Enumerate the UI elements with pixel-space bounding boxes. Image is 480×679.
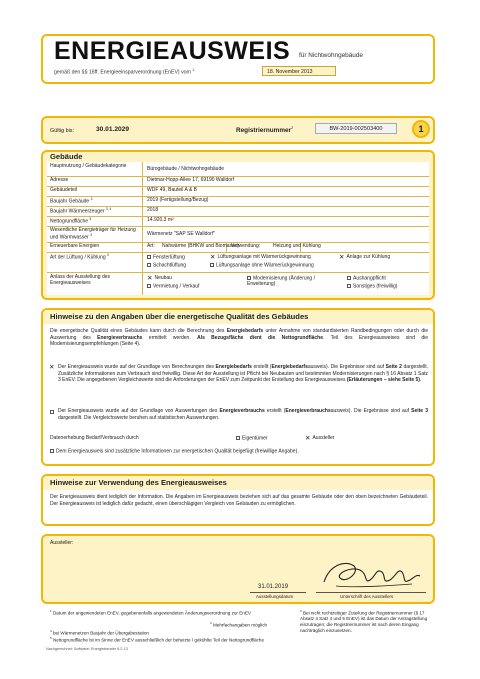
renewable-use-value: Heizung und Kühlung (273, 243, 321, 249)
option-verbrauch-checkbox-icon[interactable] (50, 410, 54, 414)
registration-label (236, 126, 293, 134)
valid-until-date: 30.01.2029 (96, 126, 130, 133)
vent-fenster-label: Fensterlüftung (153, 254, 185, 261)
nettogrundflaeche-footnote-mark: 5 (89, 217, 92, 221)
occasion-aushang[interactable] (347, 276, 386, 282)
zusatzinfo-option[interactable] (50, 449, 299, 455)
lueftung-footnote-mark: 3 (106, 253, 109, 257)
row-value-hauptnutzung: Bürogebäude / Nichtwohngebäude (147, 166, 225, 172)
aussteller-label: Aussteller (312, 435, 335, 441)
row-value-adresse: Dietmar-Hopp-Allee 17, 69190 Walldorf (147, 177, 235, 183)
registration-number: BW-2019-002503400 (315, 123, 397, 134)
checkbox-icon[interactable] (147, 284, 151, 288)
datenerhebung-eigentuemer[interactable] (236, 436, 268, 442)
renewable-art-value: Nahwärme (BHKW und Biomasse) (162, 243, 239, 249)
hinweise-verwendung-title: Hinweise zur Verwendung des Energieausweises (50, 478, 227, 487)
footnote-mark: 1 (192, 68, 195, 72)
footnote-5 (50, 637, 390, 643)
vent-wrg-label: Lüftungsanlage mit Wärmerückgewinnung (217, 254, 311, 260)
vent-option-fenster[interactable] (147, 255, 185, 261)
footnote-5-text: Nettogrundfläche ist im Sinne der EnEV ausschließlich der beheizte / gekühlte Teil der Nettogrundfläche (52, 637, 265, 643)
footnote-4 (50, 630, 210, 636)
vent-ohne-wrg-label: Lüftungsanlage ohne Wärmerückgewinnung (216, 262, 314, 269)
signature-label: Unterschrift des Ausstellers (340, 594, 394, 599)
vent-kuehlung-label: Anlage zur Kühlung (346, 254, 391, 260)
hinweise-intro: Die energetische Qualität eines Gebäudes kann durch die Berechnung des Energiebedarfs unter Annahme von standardisierten Randbedingungen oder durch die Auswertung des Energieverbrauchs ermittelt werden. Als Bezugsfläche dient die Nettogrundfläche. Teil des Energieausweises sind die Modernisierungsempfehlungen (Seite 4). (50, 328, 428, 348)
energietraeger-label: Wesentliche Energieträger für Heizung und Warmwasser (50, 227, 136, 241)
signature-image (316, 556, 426, 592)
hinweise-verwendung-text: Der Energieausweis dient lediglich der Information. Die Angaben im Energieausweis beziehen sich auf das gesamte Gebäude oder den oben bezeichneten Gebäudeteil. Der Energieausweis ist lediglich dafür gedacht, einen überschlägigen Vergleich von Gebäuden zu ermöglichen. (50, 494, 428, 507)
footnote-4-number: 4 (50, 629, 52, 633)
footnote-1-text: Datum der angewendeten EnEV, gegebenenfalls angewendeten Änderungsverordnung zur EnEV (52, 610, 251, 616)
legal-reference (54, 68, 194, 76)
document-title: ENERGIEAUSWEIS (54, 37, 291, 65)
nettogrundflaeche-label: Nettogrundfläche (50, 218, 89, 225)
occasion-sonstiges-label: Sonstiges (freiwillig) (353, 283, 398, 290)
document-subtitle: für Nichtwohngebäude (299, 52, 363, 59)
checkbox-icon[interactable] (50, 449, 54, 453)
vent-option-wrg[interactable] (210, 255, 311, 261)
row-label-anlass: Anlass der Ausstellung des Energieausweises (50, 274, 111, 286)
eigentuemer-label: Eigentümer (242, 435, 268, 442)
footnote-3-text: Mehrfachangaben möglich (212, 622, 268, 628)
checkbox-icon[interactable] (210, 263, 214, 267)
legal-text: gemäß den §§ 16ff. Energieeinsparverordnung (EnEV) vom (54, 69, 191, 76)
footnote-4-text: bei Wärmenetzen Baujahr der Übergabestation (52, 630, 149, 636)
checkbox-icon[interactable] (236, 436, 240, 440)
occasion-neubau[interactable] (147, 276, 172, 282)
occasion-aushang-label: Aushangpflicht (353, 275, 386, 282)
baujahr-footnote-mark: 3 (90, 197, 93, 201)
row-value-nettogrundflaeche: 14.920,3 m² (147, 217, 174, 223)
occasion-modernisierung[interactable] (247, 276, 335, 288)
footnote-1-number: 1 (50, 609, 52, 613)
checkbox-icon[interactable] (147, 263, 151, 267)
waermeerzeuger-footnote-mark: 3, 4 (105, 207, 112, 211)
row-value-baujahr: 2019 (Fertigstellung/Bezug) (147, 197, 209, 203)
waermeerzeuger-label: Baujahr Wärmeerzeuger (50, 208, 105, 215)
row-value-energietraeger: Wärmenetz "SAP SE Walldorf" (147, 231, 216, 237)
occasion-sonstiges[interactable] (347, 284, 397, 290)
checked-x-icon[interactable]: ✕ (210, 253, 216, 261)
issue-date: 31.01.2019 (258, 584, 289, 590)
gebaeude-title: Gebäude (50, 152, 83, 161)
software-note: Nachgerechnet: Software: Energieberater 8.2.13 (46, 647, 128, 651)
checkbox-icon[interactable] (347, 276, 351, 280)
zusatzinfo-label: Dem Energieausweis sind zusätzliche Informationen zur energetischen Qualität beigefügt (freiwillige Angabe). (56, 448, 299, 455)
datenerhebung-label: Datenerhebung Bedarf/Verbrauch durch (50, 435, 139, 441)
vent-option-ohne-wrg[interactable] (210, 263, 314, 269)
registration-label-text: Registriernummer (236, 127, 292, 135)
enev-date-field: 18. November 2013 (262, 66, 336, 76)
row-label-adresse: Adresse (50, 177, 69, 183)
datenerhebung-aussteller[interactable] (305, 436, 334, 442)
hinweise-qualitaet-title: Hinweise zu den Angaben über die energetische Qualität des Gebäudes (50, 312, 309, 321)
registration-footnote-mark: 2 (291, 126, 294, 130)
aussteller-label: Aussteller: (50, 540, 74, 546)
row-label-hauptnutzung: Hauptnutzung / Gebäudekategorie (50, 163, 127, 169)
vent-schacht-label: Schachtlüftung (153, 262, 187, 269)
vent-option-kuehlung[interactable] (339, 255, 419, 261)
lueftung-label: Art der Lüftung / Kühlung (50, 254, 106, 261)
baujahr-label: Baujahr Gebäude (50, 198, 90, 205)
checkbox-icon[interactable] (247, 276, 251, 280)
renewable-art-label: Art: (147, 243, 155, 249)
occasion-neubau-label: Neubau (154, 275, 172, 281)
energietraeger-footnote-mark: 3 (90, 232, 92, 237)
issue-date-label: Ausstellungsdatum (256, 594, 294, 599)
row-label-lueftung (50, 254, 109, 261)
footnote-2-number: 2 (300, 609, 302, 613)
row-label-waermeerzeuger (50, 208, 111, 215)
valid-until-label: Gültig bis: (50, 128, 74, 134)
checked-x-icon[interactable]: ✕ (339, 253, 345, 261)
row-label-gebaeudeteil: Gebäudeteil (50, 187, 77, 193)
occasion-vermietung[interactable] (147, 284, 199, 290)
row-label-nettogrundflaeche (50, 218, 91, 225)
option-bedarf-text: Der Energieausweis wurde auf der Grundlage von Berechnungen des Energiebedarfs erstellt (Energiebedarfsausweis). Die Ergebnisse sind auf Seite 2 dargestellt. Zusätzliche Informationen zum Verbrauch sind freiwillig. Diese Art der Ausstellung ist Pflicht bei Neubauten und bestimmten Modernisierungen nach § 16 Absatz 1 Satz 3 EnEV. Die angegebenen Vergleichswerte sind die Anforderungen der EnEV zum Zeitpunkt der Erstellung des Energieausweises (Erläuterungen – siehe Seite 5). (58, 364, 428, 384)
vent-option-schacht[interactable] (147, 263, 186, 269)
row-label-erneuerbare: Erneuerbare Energien (50, 243, 100, 249)
checkbox-icon[interactable] (347, 284, 351, 288)
page-number-badge: 1 (412, 120, 430, 138)
footnote-3-number: 3 (210, 621, 212, 625)
footnote-2-text: Bei nicht rechtzeitiger Zuteilung der Registriernummer (§ 17 Absatz 4 Satz 4 und 5 EnEV) ist das Datum der Antragstellung einzutragen; die Registriernummer ist nach deren Eingang nachträglich einzusetzen. (300, 610, 428, 633)
renewable-use-label: Verwendung: (231, 243, 261, 249)
footnote-5-number: 5 (50, 636, 52, 640)
occasion-vermietung-label: Vermietung / Verkauf (153, 283, 200, 290)
checked-x-icon[interactable]: ✕ (305, 434, 311, 442)
option-bedarf-checked-icon[interactable]: ✕ (49, 364, 55, 371)
footnote-3 (210, 622, 290, 628)
checkbox-icon[interactable] (147, 255, 151, 259)
footnote-1 (50, 610, 280, 616)
footnote-2 (300, 610, 430, 633)
row-label-energietraeger (50, 228, 142, 241)
checked-x-icon[interactable]: ✕ (147, 274, 153, 282)
row-value-gebaeudeteil: WDF 49, Bauteil A & B (147, 187, 198, 193)
row-label-baujahr (50, 198, 92, 205)
option-verbrauch-text: Der Energieausweis wurde auf der Grundlage von Auswertungen des Energieverbrauchs erstellt (Energieverbrauchsausweis). Die Ergebnisse sind auf Seite 3 dargestellt. Die Vergleichswerte beruhen auf statistischen Auswertungen. (58, 408, 428, 421)
row-value-waermeerzeuger: 2018 (147, 207, 159, 213)
occasion-modernisierung-label: Modernisierung (Änderung / Erweiterung) (247, 275, 315, 288)
